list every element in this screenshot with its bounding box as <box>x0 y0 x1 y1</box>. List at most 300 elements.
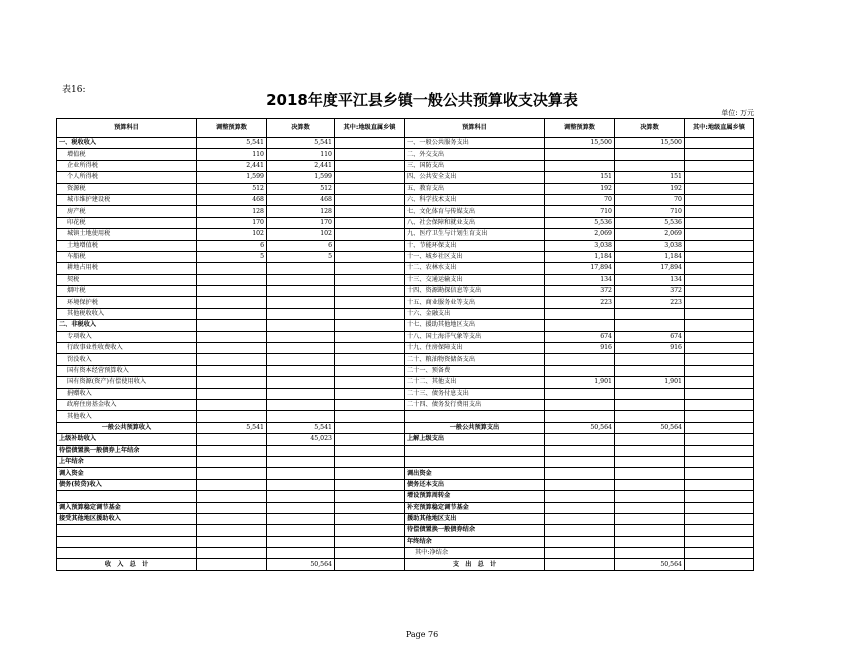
header-cell: 决算数 <box>615 119 685 138</box>
value-cell <box>615 320 685 331</box>
value-cell: 1,184 <box>615 251 685 262</box>
table-row <box>57 548 754 559</box>
value-cell: 468 <box>197 194 267 205</box>
subject-cell: 待偿债置换一般债券结余 <box>405 525 545 536</box>
subject-cell: 房产税 <box>57 206 197 217</box>
value-cell <box>335 308 405 319</box>
subject-cell <box>57 536 197 547</box>
value-cell <box>335 320 405 331</box>
value-cell <box>197 559 267 570</box>
value-cell <box>197 399 267 410</box>
table-row <box>57 502 754 513</box>
value-cell <box>545 513 615 524</box>
subject-cell: 一般公共预算支出 <box>405 422 545 433</box>
header-cell: 调整预算数 <box>197 119 267 138</box>
value-cell <box>197 263 267 274</box>
subject-cell: 其他收入 <box>57 411 197 422</box>
value-cell <box>615 308 685 319</box>
value-cell <box>685 513 754 524</box>
value-cell <box>197 479 267 490</box>
value-cell <box>685 160 754 171</box>
value-cell <box>267 456 335 467</box>
value-cell: 151 <box>615 172 685 183</box>
value-cell: 15,500 <box>615 138 685 149</box>
value-cell: 5,541 <box>197 422 267 433</box>
value-cell <box>335 513 405 524</box>
value-cell <box>335 559 405 570</box>
value-cell <box>197 536 267 547</box>
value-cell <box>545 468 615 479</box>
subject-cell: 十三、交通运输支出 <box>405 274 545 285</box>
value-cell <box>685 525 754 536</box>
value-cell: 134 <box>545 274 615 285</box>
subject-cell: 调入预算稳定调节基金 <box>57 502 197 513</box>
value-cell: 17,894 <box>545 263 615 274</box>
value-cell <box>267 502 335 513</box>
value-cell <box>335 206 405 217</box>
value-cell <box>335 377 405 388</box>
value-cell: 710 <box>545 206 615 217</box>
value-cell <box>615 399 685 410</box>
value-cell <box>267 297 335 308</box>
value-cell <box>685 548 754 559</box>
value-cell: 50,564 <box>615 559 685 570</box>
value-cell: 192 <box>615 183 685 194</box>
table-row <box>57 331 754 342</box>
subject-cell: 增值税 <box>57 149 197 160</box>
value-cell <box>267 365 335 376</box>
value-cell: 15,500 <box>545 138 615 149</box>
value-cell <box>267 525 335 536</box>
header-cell: 决算数 <box>267 119 335 138</box>
value-cell <box>197 297 267 308</box>
table-row <box>57 160 754 171</box>
value-cell <box>545 354 615 365</box>
value-cell: 5,536 <box>545 217 615 228</box>
table-row <box>57 399 754 410</box>
value-cell <box>615 365 685 376</box>
subject-cell: 资源税 <box>57 183 197 194</box>
value-cell <box>545 434 615 445</box>
table-row <box>57 536 754 547</box>
value-cell <box>615 160 685 171</box>
value-cell <box>545 308 615 319</box>
subject-cell: 印花税 <box>57 217 197 228</box>
subject-cell <box>405 456 545 467</box>
table-row <box>57 229 754 240</box>
value-cell <box>267 343 335 354</box>
value-cell: 151 <box>545 172 615 183</box>
value-cell: 468 <box>267 194 335 205</box>
value-cell <box>197 377 267 388</box>
value-cell: 134 <box>615 274 685 285</box>
table-row <box>57 434 754 445</box>
subject-cell: 调出资金 <box>405 468 545 479</box>
value-cell <box>335 411 405 422</box>
subject-cell: 耕地占用税 <box>57 263 197 274</box>
value-cell: 2,441 <box>267 160 335 171</box>
value-cell <box>267 399 335 410</box>
value-cell <box>197 411 267 422</box>
value-cell <box>615 479 685 490</box>
value-cell: 50,564 <box>267 559 335 570</box>
subject-cell: 九、医疗卫生与计划生育支出 <box>405 229 545 240</box>
value-cell <box>685 286 754 297</box>
value-cell: 372 <box>545 286 615 297</box>
value-cell <box>267 320 335 331</box>
value-cell <box>197 343 267 354</box>
value-cell <box>685 331 754 342</box>
value-cell: 674 <box>615 331 685 342</box>
value-cell <box>685 206 754 217</box>
subject-cell <box>405 411 545 422</box>
subject-cell: 待偿债置换一般债券上年结余 <box>57 445 197 456</box>
value-cell <box>685 229 754 240</box>
value-cell <box>197 502 267 513</box>
value-cell <box>335 160 405 171</box>
value-cell <box>685 365 754 376</box>
subject-cell: 十二、农林水支出 <box>405 263 545 274</box>
value-cell: 110 <box>267 149 335 160</box>
value-cell: 17,894 <box>615 263 685 274</box>
header-cell: 预算科目 <box>57 119 197 138</box>
subject-cell: 补充预算稳定调节基金 <box>405 502 545 513</box>
subject-cell: 六、科学技术支出 <box>405 194 545 205</box>
value-cell <box>685 399 754 410</box>
value-cell <box>335 479 405 490</box>
value-cell: 3,038 <box>545 240 615 251</box>
value-cell <box>545 536 615 547</box>
subject-cell: 一、一般公共服务支出 <box>405 138 545 149</box>
value-cell <box>197 513 267 524</box>
value-cell <box>335 286 405 297</box>
subject-cell: 罚没收入 <box>57 354 197 365</box>
subject-cell: 援助其他地区支出 <box>405 513 545 524</box>
value-cell <box>615 502 685 513</box>
subject-cell: 十四、资源勘探信息等支出 <box>405 286 545 297</box>
value-cell <box>267 536 335 547</box>
subject-cell <box>57 525 197 536</box>
value-cell: 1,901 <box>545 377 615 388</box>
value-cell <box>197 308 267 319</box>
value-cell <box>545 365 615 376</box>
subject-cell: 上年结余 <box>57 456 197 467</box>
subject-cell: 收 入 总 计 <box>57 559 197 570</box>
value-cell <box>267 548 335 559</box>
value-cell <box>267 479 335 490</box>
table-row <box>57 422 754 433</box>
value-cell: 45,023 <box>267 434 335 445</box>
table-row <box>57 513 754 524</box>
value-cell <box>335 172 405 183</box>
value-cell <box>335 183 405 194</box>
value-cell <box>335 491 405 502</box>
value-cell <box>615 149 685 160</box>
table-row <box>57 286 754 297</box>
value-cell <box>685 422 754 433</box>
table-row <box>57 183 754 194</box>
subject-cell: 二十、粮油物资储备支出 <box>405 354 545 365</box>
table-row <box>57 251 754 262</box>
value-cell <box>335 217 405 228</box>
value-cell: 674 <box>545 331 615 342</box>
value-cell <box>615 513 685 524</box>
value-cell: 5,541 <box>267 422 335 433</box>
value-cell: 223 <box>545 297 615 308</box>
value-cell: 70 <box>615 194 685 205</box>
header-cell: 其中:地级直属乡镇 <box>335 119 405 138</box>
subject-cell: 上解上级支出 <box>405 434 545 445</box>
value-cell <box>615 548 685 559</box>
value-cell <box>615 411 685 422</box>
value-cell <box>335 263 405 274</box>
value-cell <box>685 240 754 251</box>
value-cell <box>685 445 754 456</box>
value-cell <box>685 491 754 502</box>
value-cell: 170 <box>197 217 267 228</box>
value-cell <box>615 525 685 536</box>
value-cell: 6 <box>267 240 335 251</box>
value-cell <box>685 388 754 399</box>
subject-cell: 调入资金 <box>57 468 197 479</box>
value-cell <box>685 456 754 467</box>
value-cell <box>267 286 335 297</box>
subject-cell: 专项收入 <box>57 331 197 342</box>
budget-table <box>56 118 754 571</box>
subject-cell: 土地增值税 <box>57 240 197 251</box>
value-cell <box>685 217 754 228</box>
subject-cell: 二、非税收入 <box>57 320 197 331</box>
subject-cell: 企业所得税 <box>57 160 197 171</box>
value-cell <box>545 479 615 490</box>
value-cell: 5,541 <box>267 138 335 149</box>
value-cell <box>335 343 405 354</box>
value-cell <box>545 491 615 502</box>
value-cell <box>685 354 754 365</box>
value-cell: 512 <box>197 183 267 194</box>
value-cell <box>685 559 754 570</box>
header-cell: 其中:地级直属乡镇 <box>685 119 754 138</box>
table-row <box>57 445 754 456</box>
table-row <box>57 149 754 160</box>
value-cell <box>335 149 405 160</box>
value-cell <box>545 320 615 331</box>
subject-cell: 十八、国土海洋气象等支出 <box>405 331 545 342</box>
value-cell <box>267 308 335 319</box>
table-row <box>57 559 754 570</box>
value-cell <box>335 445 405 456</box>
value-cell <box>335 468 405 479</box>
value-cell: 372 <box>615 286 685 297</box>
value-cell <box>685 343 754 354</box>
value-cell <box>335 388 405 399</box>
table-row <box>57 411 754 422</box>
value-cell <box>685 194 754 205</box>
value-cell <box>685 536 754 547</box>
value-cell: 6 <box>197 240 267 251</box>
subject-cell: 其中:净结余 <box>405 548 545 559</box>
table-row <box>57 217 754 228</box>
subject-cell: 二十二、其他支出 <box>405 377 545 388</box>
table-row <box>57 320 754 331</box>
table-row <box>57 343 754 354</box>
value-cell <box>685 251 754 262</box>
subject-cell: 七、文化体育与传媒支出 <box>405 206 545 217</box>
value-cell: 2,069 <box>545 229 615 240</box>
value-cell <box>197 491 267 502</box>
value-cell <box>197 320 267 331</box>
value-cell <box>197 456 267 467</box>
value-cell <box>335 354 405 365</box>
value-cell <box>545 548 615 559</box>
value-cell <box>267 331 335 342</box>
value-cell: 5 <box>197 251 267 262</box>
value-cell <box>267 354 335 365</box>
value-cell <box>615 354 685 365</box>
value-cell <box>335 548 405 559</box>
value-cell <box>197 388 267 399</box>
subject-cell <box>57 491 197 502</box>
value-cell: 102 <box>267 229 335 240</box>
table-row <box>57 468 754 479</box>
unit-label: 单位: 万元 <box>721 109 754 117</box>
value-cell: 5,541 <box>197 138 267 149</box>
subject-cell: 十一、城乡社区支出 <box>405 251 545 262</box>
value-cell <box>545 525 615 536</box>
value-cell <box>685 377 754 388</box>
value-cell <box>335 297 405 308</box>
table-row <box>57 354 754 365</box>
subject-cell: 四、公共安全支出 <box>405 172 545 183</box>
value-cell <box>545 411 615 422</box>
value-cell <box>615 456 685 467</box>
page-title: 2018年度平江县乡镇一般公共预算收支决算表 <box>266 91 578 109</box>
subject-cell: 支 出 总 计 <box>405 559 545 570</box>
value-cell <box>685 172 754 183</box>
value-cell <box>197 468 267 479</box>
header-cell: 调整预算数 <box>545 119 615 138</box>
table-row <box>57 240 754 251</box>
value-cell <box>335 536 405 547</box>
value-cell <box>685 411 754 422</box>
subject-cell <box>57 548 197 559</box>
table-row <box>57 491 754 502</box>
header-cell: 预算科目 <box>405 119 545 138</box>
subject-cell: 其他税收收入 <box>57 308 197 319</box>
value-cell: 1,901 <box>615 377 685 388</box>
value-cell <box>545 559 615 570</box>
value-cell <box>335 434 405 445</box>
subject-cell: 车船税 <box>57 251 197 262</box>
value-cell: 916 <box>545 343 615 354</box>
subject-cell: 二十四、债务发行费用支出 <box>405 399 545 410</box>
subject-cell: 一般公共预算收入 <box>57 422 197 433</box>
value-cell <box>685 308 754 319</box>
subject-cell: 个人所得税 <box>57 172 197 183</box>
value-cell <box>197 445 267 456</box>
value-cell <box>685 138 754 149</box>
value-cell <box>267 411 335 422</box>
value-cell: 2,069 <box>615 229 685 240</box>
value-cell <box>267 445 335 456</box>
table-row <box>57 274 754 285</box>
table-row <box>57 263 754 274</box>
value-cell <box>545 502 615 513</box>
table-number: 表16: <box>62 85 86 95</box>
subject-cell <box>405 445 545 456</box>
value-cell: 5 <box>267 251 335 262</box>
page-number: Page 76 <box>405 630 439 639</box>
subject-cell: 年终结余 <box>405 536 545 547</box>
value-cell <box>197 286 267 297</box>
value-cell <box>685 274 754 285</box>
subject-cell: 城市维护建设税 <box>57 194 197 205</box>
table-row <box>57 365 754 376</box>
value-cell: 223 <box>615 297 685 308</box>
table-row <box>57 479 754 490</box>
table-row <box>57 456 754 467</box>
value-cell <box>545 399 615 410</box>
value-cell <box>197 331 267 342</box>
value-cell <box>335 365 405 376</box>
subject-cell: 增设预算周转金 <box>405 491 545 502</box>
value-cell: 128 <box>267 206 335 217</box>
subject-cell: 债务(转贷)收入 <box>57 479 197 490</box>
value-cell: 70 <box>545 194 615 205</box>
subject-cell: 接受其他地区援助收入 <box>57 513 197 524</box>
value-cell <box>335 240 405 251</box>
subject-cell: 二十三、债务付息支出 <box>405 388 545 399</box>
value-cell: 710 <box>615 206 685 217</box>
subject-cell: 债务还本支出 <box>405 479 545 490</box>
value-cell <box>615 445 685 456</box>
value-cell <box>267 513 335 524</box>
value-cell <box>685 468 754 479</box>
table-row <box>57 308 754 319</box>
subject-cell: 捐赠收入 <box>57 388 197 399</box>
subject-cell: 十七、援助其他地区支出 <box>405 320 545 331</box>
subject-cell: 五、教育支出 <box>405 183 545 194</box>
table-row <box>57 388 754 399</box>
subject-cell: 城镇土地使用税 <box>57 229 197 240</box>
value-cell <box>685 434 754 445</box>
value-cell <box>197 274 267 285</box>
value-cell: 5,536 <box>615 217 685 228</box>
subject-cell: 上级补助收入 <box>57 434 197 445</box>
value-cell <box>545 445 615 456</box>
value-cell <box>335 251 405 262</box>
value-cell <box>197 434 267 445</box>
value-cell: 50,564 <box>545 422 615 433</box>
value-cell <box>685 479 754 490</box>
value-cell <box>335 525 405 536</box>
value-cell <box>267 388 335 399</box>
table-row <box>57 138 754 149</box>
header-row <box>57 119 754 138</box>
value-cell: 1,599 <box>197 172 267 183</box>
value-cell <box>197 365 267 376</box>
value-cell <box>335 422 405 433</box>
value-cell <box>335 502 405 513</box>
subject-cell: 二十一、预备费 <box>405 365 545 376</box>
subject-cell: 国有资本经营预算收入 <box>57 365 197 376</box>
value-cell: 3,038 <box>615 240 685 251</box>
value-cell <box>685 183 754 194</box>
subject-cell: 烟叶税 <box>57 286 197 297</box>
value-cell <box>267 274 335 285</box>
table-row <box>57 172 754 183</box>
value-cell <box>335 331 405 342</box>
